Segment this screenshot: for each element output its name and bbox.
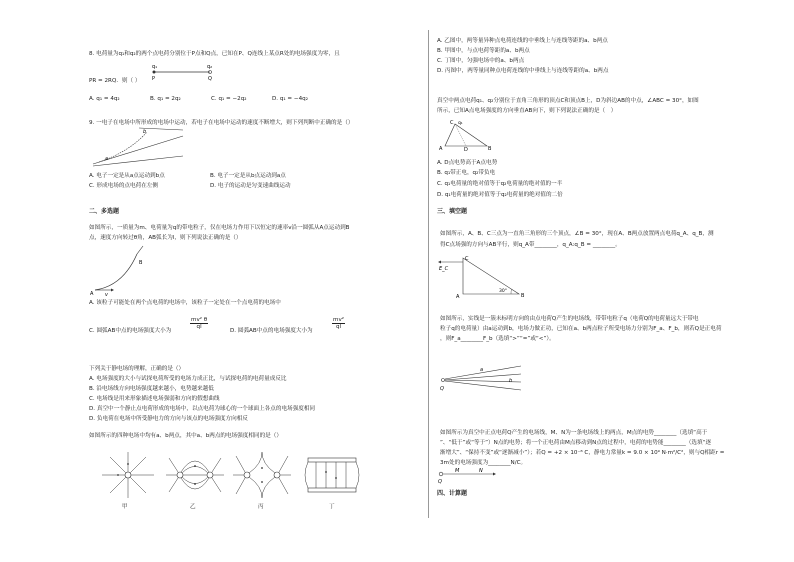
q13-d-label: D [464, 147, 468, 153]
q11-option-b: B. 沿电场线方向电场强度越来越小，电势越来越低 [89, 386, 214, 392]
q12-figure-ding [302, 452, 362, 498]
q8-stem-line2: PR = 2RQ．则（ ） [89, 78, 141, 84]
q10-b-label: B [139, 260, 143, 266]
section-multiple-choice: 二、多选题 [89, 208, 120, 215]
q16-q-label: Q [438, 479, 442, 485]
q15-stem-line3: ，则F_a________F_b（选填“>”“=”或“<”）。 [440, 336, 555, 342]
q13-stem-line2: 所示，已知A点电场强度的方向垂直AB向下，则下列说法正确的是（ ） [437, 108, 617, 114]
q12-label-ding: 丁 [329, 504, 335, 510]
q12-option-c: C. 丁图中，匀强电场中的a、b两点 [437, 58, 525, 64]
q8-q2-label: q₂ [207, 64, 213, 70]
q14-a-label: A [456, 294, 460, 300]
q9-b-label: b [143, 129, 147, 135]
q11-option-c: C. 电场线是用来形象描述电场强弱和方向的假想曲线 [89, 396, 220, 402]
q8-stem-line1: 8. 电荷量为q₁和q₂的两个点电荷分别位于P点和Q点，已知在P、Q连线上某点R处的电场强度为零，且 [89, 51, 340, 57]
q8-figure [148, 62, 218, 82]
q12-label-bing: 丙 [258, 504, 264, 510]
q15-a-label: a [480, 367, 484, 373]
column-divider [428, 30, 429, 518]
q15-stem-line2: 粒子q的电荷量）由a运动到b，电场力做正功，已知在a、b两点粒子所受电场力分别为F_a、F_b，则若Q是正电荷 [440, 326, 722, 332]
q12-figure-yi [165, 450, 225, 500]
q14-stem-line1: 如图所示，A、B、C三点为一直角三角形的三个顶点，∠B = 30°，现在A、B两点放置两点电荷q_A、q_B，测 [440, 231, 714, 237]
q16-stem-line2: ”、“低于”或“等于”）N点的电势；将一个正电荷由M点移动到N点的过程中，电荷的电势能________（选填“逐 [440, 440, 712, 446]
q13-option-c: C. q₁电荷量的绝对值等于q₂电荷量的绝对值的一半 [437, 181, 563, 187]
q16-stem-line4: 3m处的电场强度为________N/C。 [440, 460, 527, 466]
q12-stem: 如图所示的四种电场中均有a、b两点，其中a、b两点的电场强度相同的是（） [89, 433, 282, 439]
q10-option-c-fraction [190, 317, 208, 330]
section-calculation: 四、计算题 [437, 490, 468, 497]
q8-q1-label: q₁ [152, 64, 158, 70]
q13-option-b: B. q₁带正电，q₂带负电 [437, 170, 496, 176]
q15-b-label: b [509, 378, 513, 384]
q10-option-a: A. 该粒子可能处在两个点电荷的电场中，该粒子一定处在一个点电荷的电场中 [89, 300, 281, 306]
q16-m-label: M [455, 468, 460, 474]
q12-option-b: B. 甲图中，与点电荷等距的a、b两点 [437, 48, 530, 54]
q8-option-d: D. q₁ = −4q₂ [272, 96, 308, 102]
q10-option-c-denominator: ql [196, 324, 202, 330]
q8-option-c: C. q₁ = −2q₂ [211, 96, 247, 102]
q11-option-d1: D. 真空中一个静止点电荷形成的电场中，以点电荷为球心的一个球面上各点的电场强度相同 [89, 406, 316, 412]
q14-figure [437, 252, 537, 298]
q11-stem: 下列关于静电场的理解，正确的是（） [89, 366, 185, 372]
q13-q1-label: q₁ [458, 121, 463, 126]
q15-stem-line1: 如图所示，实线是一簇未标明方向的由点电荷Q产生的电场线，带带电粒子q（电荷Q的电荷量远大于带电 [440, 316, 699, 322]
q10-a-label: A [90, 291, 94, 297]
q12-label-jia: 甲 [122, 504, 128, 510]
q10-v-label: v [105, 292, 108, 298]
q9-stem: 9. 一电子在电场中所形成的电场中运动，若电子在电场中运动的速度不断增大，则下列判断中正确的是（） [89, 120, 354, 126]
q14-c-label: C [465, 256, 469, 262]
q8-p-label: P [152, 76, 156, 82]
q13-option-d: D. q₁电荷量的绝对值等于q₂电荷量的绝对值的二倍 [437, 192, 563, 198]
q8-q-label: Q [208, 76, 212, 82]
q9-option-d: D. 电子的运动是匀变速曲线运动 [210, 183, 291, 189]
q12-figure-jia [98, 450, 158, 500]
q10-stem-line2: 点，速度方向转过θ角，AB弧长为l，则下列说法正确的是（） [89, 235, 242, 241]
q9-option-a: A. 电子一定是从a点运动到b点 [89, 173, 165, 179]
q8-option-a: A. q₁ = 4q₂ [89, 96, 120, 102]
q13-option-a: A. D点电势高于A点电势 [437, 160, 498, 166]
q13-stem-line1: 真空中两点电荷q₁、q₂分别位于直角三角形的顶点C和顶点B上，D为斜边AB的中点，∠ABC = 30°，如图 [437, 98, 699, 104]
q13-c-label: C [450, 120, 454, 126]
section-fill-in: 三、填空题 [437, 208, 468, 215]
q16-n-label: N [479, 468, 483, 474]
q14-stem-line2: 得C点场强的方向与AB平行，则q_A带________，q_A:q_B = ________。 [440, 242, 621, 248]
q10-figure [89, 246, 159, 296]
q13-figure [437, 118, 497, 152]
q9-figure [89, 126, 189, 170]
q12-option-a: A. 乙图中，两等量异种点电荷连线的中垂线上与连线等距的a、b两点 [437, 38, 608, 44]
q12-option-d: D. 丙图中，两等量同种点电荷连线的中垂线上与连线等距的a、b两点 [437, 68, 609, 74]
q10-option-c: C. 圆弧AB中点的电场强度大小为 [89, 328, 172, 334]
q14-ec-label: E_C [439, 266, 449, 272]
q9-option-b: B. 电子一定是从b点运动到a点 [210, 173, 286, 179]
q12-label-yi: 乙 [190, 504, 196, 510]
q9-option-c: C. 形成电场的点电荷在左侧 [89, 183, 158, 189]
q9-a-label: a [105, 156, 109, 162]
q10-stem-line1: 如图所示，一质量为m、电荷量为q的带电粒子，仅在电场力作用下以恒定的速率v沿一圆弧从A点运动到B [89, 225, 350, 231]
q10-option-d-fraction [332, 317, 345, 330]
q15-q-label: Q [440, 386, 444, 392]
q15-figure [437, 352, 527, 392]
q8-option-b: B. q₁ = 2q₂ [150, 96, 181, 102]
q14-b-label: B [521, 293, 525, 299]
q10-option-d-numerator: mv² [333, 317, 345, 323]
q13-b-label: B [488, 146, 492, 152]
q10-option-d: D. 圆弧AB中点的电场强度大小为 [230, 328, 313, 334]
q11-option-d2: D. 负电荷在电场中所受静电力的方向与该点的电场强度方向相反 [89, 416, 248, 422]
q16-stem-line1: 如图所示为真空中正点电荷Q产生的电场线，M、N为一条电场线上的两点，M点的电势________（选填“高于 [440, 430, 708, 436]
q14-angle-label: 30° [499, 289, 507, 294]
q13-a-label: A [439, 146, 443, 152]
q16-figure [437, 468, 497, 484]
q11-option-a: A. 电场强度的大小与试探电荷所受的电场力成正比，与试探电荷的电荷量成反比 [89, 376, 287, 382]
q16-stem-line3: 渐增大”、“保持不变”或“逐渐减小”）；若Q = +2 × 10⁻⁸ C，静电力常量k = 9.0 × 10⁹ N·m²/C²，则与Q相距r = [440, 450, 725, 456]
q12-figure-bing [232, 450, 292, 500]
q10-option-d-denominator: ql [335, 324, 342, 330]
q10-option-c-numerator: mv² θ [191, 317, 208, 323]
